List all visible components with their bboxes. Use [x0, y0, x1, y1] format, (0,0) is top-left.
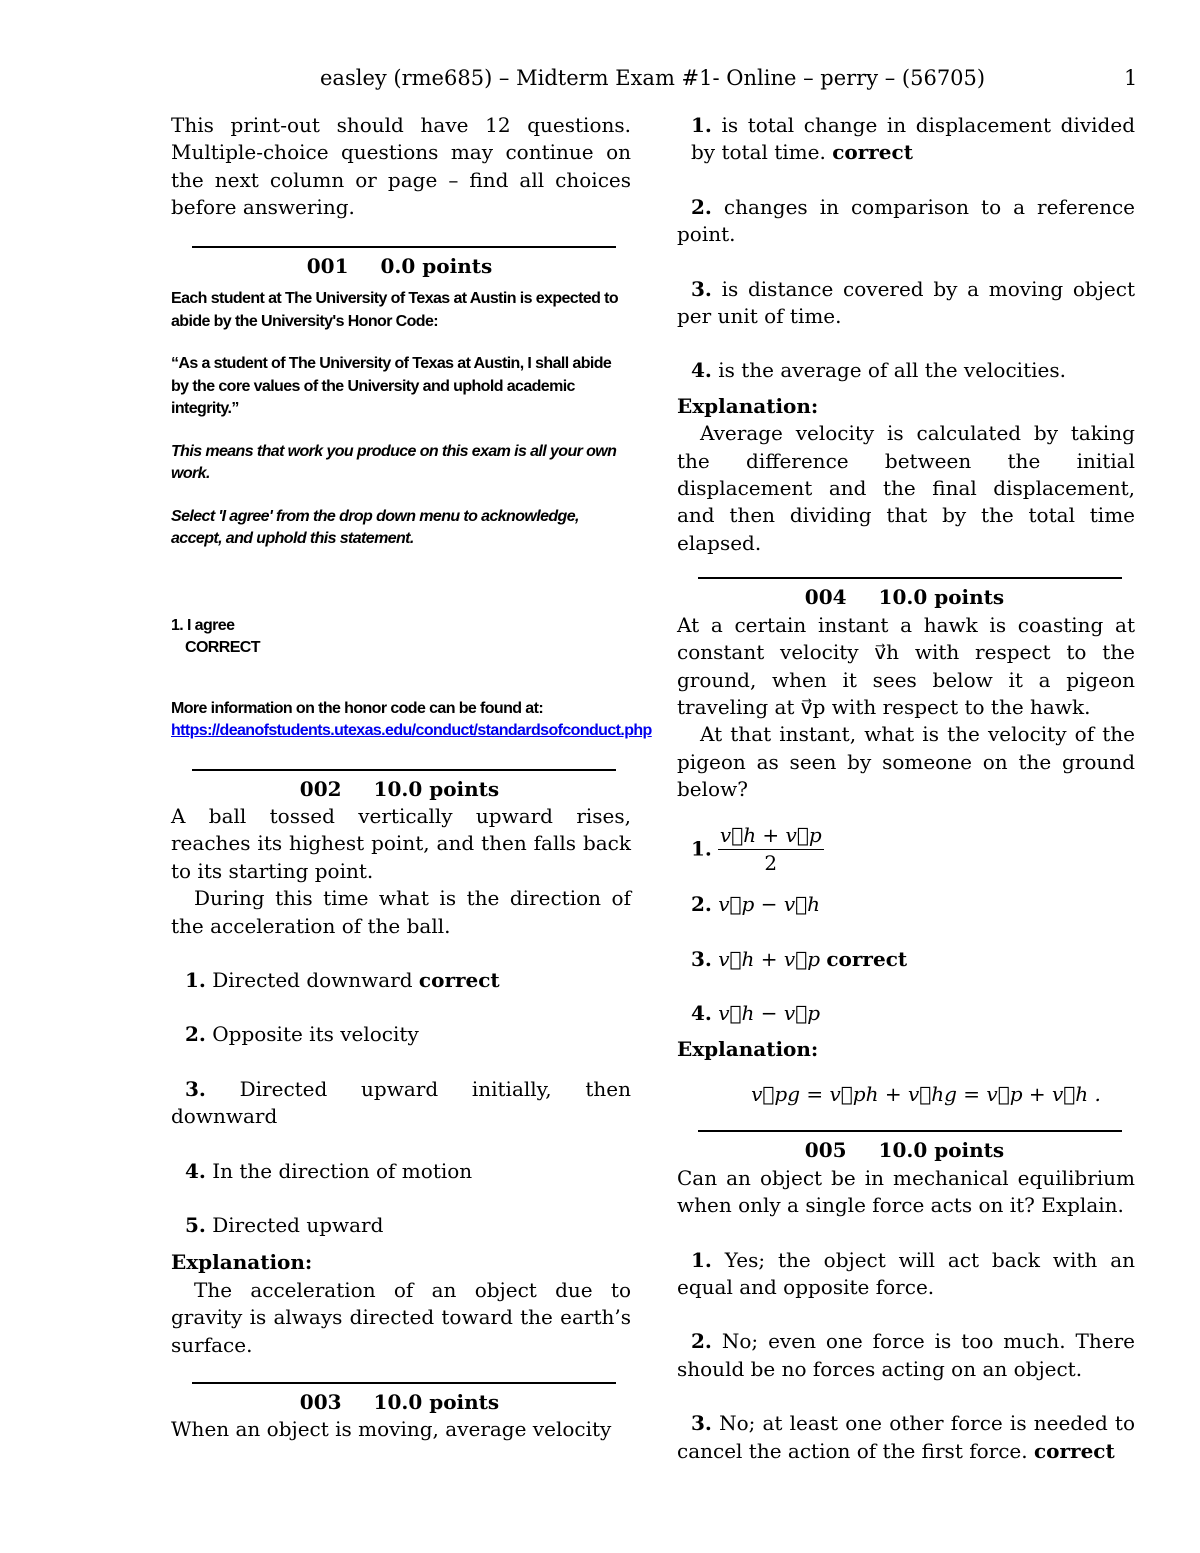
- question-divider: [698, 577, 1122, 579]
- question-points: 0.0 points: [380, 253, 493, 278]
- explanation-equation: v⃗pg = v⃗ph + v⃗hg = v⃗p + v⃗h .: [751, 1081, 1101, 1106]
- answer-choice: 3. is distance covered by a moving object per unit of time.: [677, 276, 1135, 329]
- honor-more-info: More information on the honor code can be found at:: [171, 699, 544, 717]
- question-stem: Can an object be in mechanical equilibrium when only a single force acts on it? Explain.: [677, 1165, 1135, 1218]
- answer-choice: 3. v⃗h + v⃗p correct: [691, 946, 908, 971]
- question-number: 003: [299, 1390, 342, 1415]
- honor-code-statement: “As a student of The University of Texas at Austin, I shall abide by the core values of the University and uphold academic integrity.”: [171, 355, 612, 418]
- question-stem: When an object is moving, average velocity: [171, 1417, 612, 1442]
- question-divider: [192, 246, 616, 248]
- answer-choice: 2. Opposite its velocity: [185, 1022, 419, 1047]
- honor-code-link[interactable]: https://deanofstudents.utexas.edu/conduct/standardsofconduct.php: [171, 722, 652, 740]
- header-title: easley (rme685) – Midterm Exam #1- Online – perry – (56705): [320, 66, 986, 90]
- question-number: 002: [299, 776, 342, 801]
- correct-mark: correct: [832, 140, 913, 165]
- answer-choice: 2. No; even one force is too much. There should be no forces acting on an object.: [677, 1329, 1136, 1381]
- honor-code-intro: Each student at The University of Texas at Austin is expected to abide by the University's Honor Code:: [171, 290, 619, 330]
- page-number: 1: [1124, 66, 1138, 90]
- answer-choice: 4. In the direction of motion: [185, 1158, 473, 1183]
- question-stem: A ball tossed vertically upward rises, reaches its highest point, and then falls back to its starting point.: [171, 803, 631, 883]
- question-divider: [192, 769, 616, 771]
- question-stem: At a certain instant a hawk is coasting at constant velocity v⃗h with respect to the ground, when it sees below it a pigeon traveling at v⃗p with respect to the hawk.: [677, 612, 1135, 719]
- question-number: 004: [804, 585, 847, 610]
- question-divider: [192, 1382, 616, 1384]
- answer-choice: 2. v⃗p − v⃗h: [691, 892, 821, 917]
- question-points: 10.0 points: [878, 585, 1005, 610]
- explanation-text: The acceleration of an object due to gravity is always directed toward the earth’s surface.: [171, 1277, 631, 1357]
- explanation-text: Average velocity is calculated by taking the difference between the initial displacement and the final displacement, and then dividing that by the total time elapsed.: [677, 421, 1135, 555]
- fraction: $\frac{v⃗h + v⃗p}{2}$: [719, 822, 822, 875]
- question-points: 10.0 points: [373, 1390, 500, 1415]
- answer-choice: 3. No; at least one other force is needed to cancel the action of the first force. correct: [677, 1411, 1135, 1463]
- question-points: 10.0 points: [878, 1138, 1005, 1163]
- answer-choice: 4. v⃗h − v⃗p: [691, 1001, 821, 1026]
- explanation-label: Explanation:: [677, 393, 819, 418]
- question-number: 005: [804, 1138, 847, 1163]
- answer-choice: 3. Directed upward initially, then downward: [171, 1076, 632, 1129]
- question-header-001: [168, 253, 631, 280]
- question-stem: During this time what is the direction of the acceleration of the ball.: [171, 886, 631, 938]
- answer-choice: 1. Yes; the object will act back with an equal and opposite force.: [677, 1247, 1136, 1299]
- left-column: [171, 112, 652, 1444]
- answer-choice: 5. Directed upward: [185, 1213, 384, 1237]
- question-header-004: [674, 584, 1135, 611]
- question-divider: [698, 1130, 1122, 1132]
- correct-mark: correct: [418, 967, 500, 992]
- intro-text: This print-out should have 12 questions. Multiple-choice questions may continue on the next column or page – find all choices before answering.: [171, 113, 631, 220]
- question-header-005: [674, 1137, 1135, 1164]
- honor-correct-label: CORRECT: [185, 639, 260, 657]
- question-header-003: [168, 1389, 631, 1416]
- honor-choice: 1. I agree: [171, 616, 235, 634]
- honor-code-meaning: This means that work you produce on this exam is all your own work.: [171, 442, 617, 483]
- question-number: 001: [306, 253, 349, 278]
- answer-choice: 2. changes in comparison to a reference point.: [677, 194, 1136, 247]
- correct-mark: correct: [826, 946, 908, 971]
- page-header: [0, 66, 1200, 96]
- honor-code-link-row: [171, 720, 671, 743]
- explanation-label: Explanation:: [171, 1250, 313, 1275]
- explanation-label: Explanation:: [677, 1036, 819, 1061]
- question-stem: At that instant, what is the velocity of the pigeon as seen by someone on the ground below?: [677, 722, 1135, 802]
- answer-choice: 4. is the average of all the velocities.: [691, 358, 1066, 383]
- right-column: [677, 112, 1135, 1465]
- answer-choice: 1. Directed downward correct: [185, 967, 500, 992]
- correct-mark: correct: [1033, 1438, 1115, 1463]
- honor-code-instruction: Select 'I agree' from the drop down menu to acknowledge, accept, and uphold this statement.: [171, 507, 579, 548]
- question-header-002: [168, 776, 631, 803]
- answer-choice: 1. is total change in displacement divided by total time. correct: [691, 113, 1135, 165]
- answer-choice: 1. $\frac{v⃗h + v⃗p}{2}$: [677, 822, 1135, 878]
- question-points: 10.0 points: [373, 776, 500, 801]
